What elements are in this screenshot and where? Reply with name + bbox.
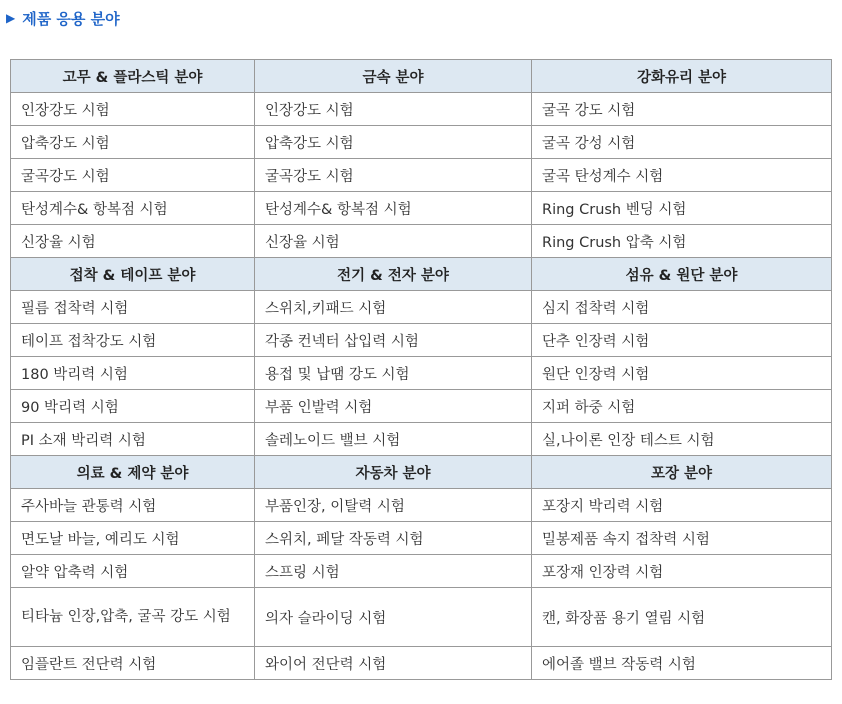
table-cell: 압축강도 시험 xyxy=(11,126,255,159)
table-cell: PI 소재 박리력 시험 xyxy=(11,423,255,456)
column-header: 의료 & 제약 분야 xyxy=(11,456,255,489)
table-row xyxy=(11,390,832,423)
table-cell: 실,나이론 인장 테스트 시험 xyxy=(532,423,832,456)
table-cell: 밀봉제품 속지 접착력 시험 xyxy=(532,522,832,555)
table-cell: 인장강도 시험 xyxy=(255,93,532,126)
table-header-row xyxy=(11,258,832,291)
table-cell: 부품인장, 이탈력 시험 xyxy=(255,489,532,522)
table-cell: 심지 접착력 시험 xyxy=(532,291,832,324)
table-cell: 면도날 바늘, 예리도 시험 xyxy=(11,522,255,555)
table-cell: 굴곡강도 시험 xyxy=(11,159,255,192)
column-header: 전기 & 전자 분야 xyxy=(255,258,532,291)
column-header: 접착 & 테이프 분야 xyxy=(11,258,255,291)
column-header: 섬유 & 원단 분야 xyxy=(532,258,832,291)
table-cell: 용접 및 납땜 강도 시험 xyxy=(255,357,532,390)
table-cell: 포장지 박리력 시험 xyxy=(532,489,832,522)
table-row xyxy=(11,555,832,588)
table-cell: 인장강도 시험 xyxy=(11,93,255,126)
table-cell: 굴곡 강성 시험 xyxy=(532,126,832,159)
section-title: 제품 응용 분야 xyxy=(22,9,120,28)
table-row xyxy=(11,357,832,390)
application-table xyxy=(10,59,832,680)
table-cell: 임플란트 전단력 시험 xyxy=(11,647,255,680)
table-cell: Ring Crush 벤딩 시험 xyxy=(532,192,832,225)
table-cell: 필름 접착력 시험 xyxy=(11,291,255,324)
table-cell: Ring Crush 압축 시험 xyxy=(532,225,832,258)
table-cell: 테이프 접착강도 시험 xyxy=(11,324,255,357)
table-cell: 와이어 전단력 시험 xyxy=(255,647,532,680)
table-row xyxy=(11,93,832,126)
table-row xyxy=(11,423,832,456)
table-cell: 단추 인장력 시험 xyxy=(532,324,832,357)
table-header-row xyxy=(11,456,832,489)
table-cell: 스프링 시험 xyxy=(255,555,532,588)
table-row xyxy=(11,159,832,192)
table-cell: 솔레노이드 밸브 시험 xyxy=(255,423,532,456)
column-header: 금속 분야 xyxy=(255,60,532,93)
table-header-row xyxy=(11,60,832,93)
table-cell: 스위치,키패드 시험 xyxy=(255,291,532,324)
table-cell: 굴곡 탄성계수 시험 xyxy=(532,159,832,192)
column-header: 자동차 분야 xyxy=(255,456,532,489)
table-cell: 신장율 시험 xyxy=(255,225,532,258)
table-cell: 의자 슬라이딩 시험 xyxy=(255,588,532,647)
table-cell: 신장율 시험 xyxy=(11,225,255,258)
table-cell: 알약 압축력 시험 xyxy=(11,555,255,588)
table-cell: 티타늄 인장,압축, 굴곡 강도 시험 xyxy=(11,588,255,647)
table-cell: 포장재 인장력 시험 xyxy=(532,555,832,588)
table-cell: 굴곡 강도 시험 xyxy=(532,93,832,126)
table-row xyxy=(11,489,832,522)
table-row xyxy=(11,126,832,159)
column-header: 포장 분야 xyxy=(532,456,832,489)
table-cell: 원단 인장력 시험 xyxy=(532,357,832,390)
triangle-right-icon: ▶ xyxy=(6,11,16,25)
table-row xyxy=(11,588,832,647)
table-row xyxy=(11,225,832,258)
table-cell: 압축강도 시험 xyxy=(255,126,532,159)
table-cell: 지퍼 하중 시험 xyxy=(532,390,832,423)
table-cell: 에어졸 밸브 작동력 시험 xyxy=(532,647,832,680)
table-cell: 탄성계수& 항복점 시험 xyxy=(255,192,532,225)
table-row xyxy=(11,192,832,225)
column-header: 강화유리 분야 xyxy=(532,60,832,93)
section-heading xyxy=(6,6,120,30)
table-cell: 주사바늘 관통력 시험 xyxy=(11,489,255,522)
table-row xyxy=(11,291,832,324)
table-cell: 캔, 화장품 용기 열림 시험 xyxy=(532,588,832,647)
table-cell: 각종 컨넥터 삽입력 시험 xyxy=(255,324,532,357)
table-cell: 180 박리력 시험 xyxy=(11,357,255,390)
table-cell: 스위치, 페달 작동력 시험 xyxy=(255,522,532,555)
table-cell: 탄성계수& 항복점 시험 xyxy=(11,192,255,225)
table-cell: 굴곡강도 시험 xyxy=(255,159,532,192)
table-row xyxy=(11,522,832,555)
table-row xyxy=(11,647,832,680)
table-cell: 부품 인발력 시험 xyxy=(255,390,532,423)
table-row xyxy=(11,324,832,357)
table-cell: 90 박리력 시험 xyxy=(11,390,255,423)
column-header: 고무 & 플라스틱 분야 xyxy=(11,60,255,93)
